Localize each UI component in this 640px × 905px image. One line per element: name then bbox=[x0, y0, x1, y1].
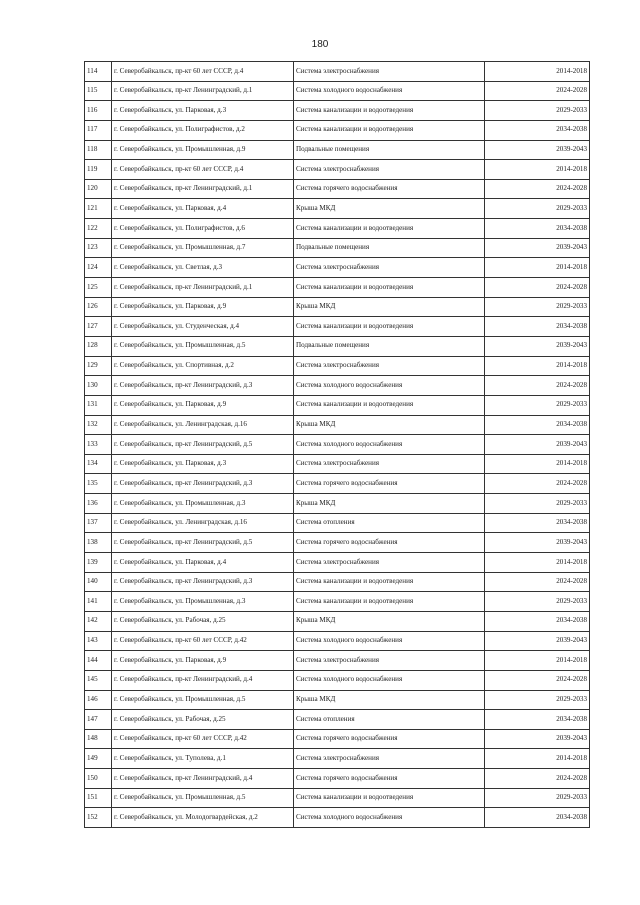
repair-period-cell: 2014-2018 bbox=[485, 651, 590, 671]
repair-period-cell: 2039-2043 bbox=[485, 631, 590, 651]
table-row bbox=[85, 297, 590, 317]
table-row bbox=[85, 651, 590, 671]
row-number-cell: 121 bbox=[85, 199, 112, 219]
row-number-cell: 137 bbox=[85, 513, 112, 533]
row-number-cell: 131 bbox=[85, 395, 112, 415]
row-number-cell: 126 bbox=[85, 297, 112, 317]
row-number-cell: 134 bbox=[85, 454, 112, 474]
address-cell: г. Северобайкальск, ул. Промышленная, д.5 bbox=[112, 788, 294, 808]
table-row bbox=[85, 710, 590, 730]
building-system-cell: Крыша МКД bbox=[294, 611, 485, 631]
building-system-cell: Крыша МКД bbox=[294, 690, 485, 710]
address-cell: г. Северобайкальск, пр-кт 60 лет СССР, д.42 bbox=[112, 631, 294, 651]
address-cell: г. Северобайкальск, пр-кт Ленинградский, д.1 bbox=[112, 81, 294, 101]
repair-period-cell: 2024-2028 bbox=[485, 670, 590, 690]
address-cell: г. Северобайкальск, ул. Студенческая, д.4 bbox=[112, 317, 294, 337]
table-row bbox=[85, 769, 590, 789]
repair-period-cell: 2029-2033 bbox=[485, 297, 590, 317]
row-number-cell: 128 bbox=[85, 336, 112, 356]
building-system-cell: Подвальные помещения bbox=[294, 238, 485, 258]
address-cell: г. Северобайкальск, ул. Ленинградская, д.16 bbox=[112, 513, 294, 533]
repair-period-cell: 2039-2043 bbox=[485, 729, 590, 749]
row-number-cell: 149 bbox=[85, 749, 112, 769]
address-cell: г. Северобайкальск, ул. Молодогвардейская, д.2 bbox=[112, 808, 294, 828]
address-cell: г. Северобайкальск, пр-кт Ленинградский, д.3 bbox=[112, 474, 294, 494]
address-cell: г. Северобайкальск, пр-кт Ленинградский, д.4 bbox=[112, 769, 294, 789]
table-row bbox=[85, 219, 590, 239]
row-number-cell: 151 bbox=[85, 788, 112, 808]
repair-period-cell: 2024-2028 bbox=[485, 179, 590, 199]
repair-period-cell: 2039-2043 bbox=[485, 533, 590, 553]
repair-period-cell: 2029-2033 bbox=[485, 101, 590, 121]
table-row bbox=[85, 81, 590, 101]
building-system-cell: Система горячего водоснабжения bbox=[294, 533, 485, 553]
row-number-cell: 114 bbox=[85, 62, 112, 82]
building-system-cell: Крыша МКД bbox=[294, 415, 485, 435]
building-system-cell: Система электроснабжения bbox=[294, 356, 485, 376]
row-number-cell: 115 bbox=[85, 81, 112, 101]
address-cell: г. Северобайкальск, ул. Спортивная, д.2 bbox=[112, 356, 294, 376]
repair-period-cell: 2029-2033 bbox=[485, 690, 590, 710]
building-system-cell: Система канализации и водоотведения bbox=[294, 219, 485, 239]
table-row bbox=[85, 62, 590, 82]
repair-period-cell: 2014-2018 bbox=[485, 258, 590, 278]
row-number-cell: 139 bbox=[85, 553, 112, 573]
address-cell: г. Северобайкальск, пр-кт Ленинградский, д.3 bbox=[112, 572, 294, 592]
building-system-cell: Система канализации и водоотведения bbox=[294, 572, 485, 592]
table-row bbox=[85, 572, 590, 592]
building-system-cell: Система электроснабжения bbox=[294, 454, 485, 474]
repair-period-cell: 2024-2028 bbox=[485, 572, 590, 592]
table-body bbox=[85, 62, 590, 828]
repair-period-cell: 2034-2038 bbox=[485, 513, 590, 533]
address-cell: г. Северобайкальск, пр-кт Ленинградский, д.1 bbox=[112, 179, 294, 199]
repair-period-cell: 2039-2043 bbox=[485, 140, 590, 160]
building-system-cell: Система канализации и водоотведения bbox=[294, 395, 485, 415]
address-cell: г. Северобайкальск, ул. Промышленная, д.3 bbox=[112, 494, 294, 514]
repair-period-cell: 2034-2038 bbox=[485, 415, 590, 435]
table-row bbox=[85, 395, 590, 415]
building-system-cell: Система канализации и водоотведения bbox=[294, 278, 485, 298]
row-number-cell: 150 bbox=[85, 769, 112, 789]
table-row bbox=[85, 199, 590, 219]
address-cell: г. Северобайкальск, ул. Парковая, д.3 bbox=[112, 454, 294, 474]
address-cell: г. Северобайкальск, ул. Парковая, д.4 bbox=[112, 553, 294, 573]
building-system-cell: Система электроснабжения bbox=[294, 553, 485, 573]
row-number-cell: 133 bbox=[85, 435, 112, 455]
table-row bbox=[85, 120, 590, 140]
address-cell: г. Северобайкальск, ул. Промышленная, д.9 bbox=[112, 140, 294, 160]
row-number-cell: 120 bbox=[85, 179, 112, 199]
repair-period-cell: 2024-2028 bbox=[485, 278, 590, 298]
building-system-cell: Крыша МКД bbox=[294, 297, 485, 317]
table-row bbox=[85, 278, 590, 298]
row-number-cell: 124 bbox=[85, 258, 112, 278]
building-system-cell: Система электроснабжения bbox=[294, 160, 485, 180]
building-system-cell: Система электроснабжения bbox=[294, 651, 485, 671]
row-number-cell: 145 bbox=[85, 670, 112, 690]
table-row bbox=[85, 435, 590, 455]
address-cell: г. Северобайкальск, ул. Туполева, д.1 bbox=[112, 749, 294, 769]
table-row bbox=[85, 474, 590, 494]
table-row bbox=[85, 729, 590, 749]
address-cell: г. Северобайкальск, ул. Рабочая, д.25 bbox=[112, 611, 294, 631]
repair-period-cell: 2024-2028 bbox=[485, 769, 590, 789]
table-row bbox=[85, 336, 590, 356]
table-row bbox=[85, 179, 590, 199]
table-row bbox=[85, 376, 590, 396]
table-row bbox=[85, 533, 590, 553]
building-system-cell: Система канализации и водоотведения bbox=[294, 592, 485, 612]
table-row bbox=[85, 160, 590, 180]
repair-period-cell: 2029-2033 bbox=[485, 199, 590, 219]
row-number-cell: 122 bbox=[85, 219, 112, 239]
row-number-cell: 143 bbox=[85, 631, 112, 651]
row-number-cell: 132 bbox=[85, 415, 112, 435]
building-system-cell: Подвальные помещения bbox=[294, 336, 485, 356]
table-row bbox=[85, 356, 590, 376]
repair-period-cell: 2014-2018 bbox=[485, 553, 590, 573]
table-row bbox=[85, 690, 590, 710]
address-cell: г. Северобайкальск, ул. Рабочая, д.25 bbox=[112, 710, 294, 730]
repair-period-cell: 2034-2038 bbox=[485, 219, 590, 239]
repair-period-cell: 2029-2033 bbox=[485, 494, 590, 514]
repair-period-cell: 2029-2033 bbox=[485, 592, 590, 612]
row-number-cell: 147 bbox=[85, 710, 112, 730]
address-cell: г. Северобайкальск, ул. Промышленная, д.3 bbox=[112, 592, 294, 612]
table-row bbox=[85, 454, 590, 474]
address-cell: г. Северобайкальск, ул. Парковая, д.9 bbox=[112, 651, 294, 671]
address-cell: г. Северобайкальск, пр-кт Ленинградский, д.5 bbox=[112, 435, 294, 455]
page-number: 180 bbox=[311, 39, 329, 50]
table-row bbox=[85, 808, 590, 828]
building-system-cell: Система отопления bbox=[294, 513, 485, 533]
address-cell: г. Северобайкальск, ул. Парковая, д.4 bbox=[112, 199, 294, 219]
row-number-cell: 144 bbox=[85, 651, 112, 671]
table-row bbox=[85, 631, 590, 651]
repair-period-cell: 2034-2038 bbox=[485, 808, 590, 828]
table-row bbox=[85, 415, 590, 435]
building-system-cell: Система холодного водоснабжения bbox=[294, 631, 485, 651]
repair-period-cell: 2039-2043 bbox=[485, 238, 590, 258]
building-system-cell: Система холодного водоснабжения bbox=[294, 376, 485, 396]
building-system-cell: Система электроснабжения bbox=[294, 258, 485, 278]
repair-period-cell: 2034-2038 bbox=[485, 710, 590, 730]
repair-period-cell: 2029-2033 bbox=[485, 395, 590, 415]
table-row bbox=[85, 788, 590, 808]
address-cell: г. Северобайкальск, пр-кт 60 лет СССР, д.4 bbox=[112, 62, 294, 82]
address-cell: г. Северобайкальск, пр-кт Ленинградский, д.5 bbox=[112, 533, 294, 553]
row-number-cell: 123 bbox=[85, 238, 112, 258]
table-row bbox=[85, 238, 590, 258]
building-system-cell: Система электроснабжения bbox=[294, 749, 485, 769]
row-number-cell: 140 bbox=[85, 572, 112, 592]
row-number-cell: 142 bbox=[85, 611, 112, 631]
repair-period-cell: 2014-2018 bbox=[485, 62, 590, 82]
repair-period-cell: 2014-2018 bbox=[485, 160, 590, 180]
row-number-cell: 130 bbox=[85, 376, 112, 396]
row-number-cell: 148 bbox=[85, 729, 112, 749]
building-system-cell: Система горячего водоснабжения bbox=[294, 729, 485, 749]
building-system-cell: Крыша МКД bbox=[294, 494, 485, 514]
building-system-cell: Система горячего водоснабжения bbox=[294, 179, 485, 199]
table-row bbox=[85, 553, 590, 573]
building-system-cell: Система холодного водоснабжения bbox=[294, 81, 485, 101]
table-row bbox=[85, 592, 590, 612]
building-system-cell: Система холодного водоснабжения bbox=[294, 670, 485, 690]
address-cell: г. Северобайкальск, ул. Промышленная, д.5 bbox=[112, 690, 294, 710]
repair-period-cell: 2034-2038 bbox=[485, 611, 590, 631]
building-system-cell: Подвальные помещения bbox=[294, 140, 485, 160]
table-row bbox=[85, 317, 590, 337]
repair-period-cell: 2039-2043 bbox=[485, 336, 590, 356]
table-row bbox=[85, 749, 590, 769]
building-system-cell: Система горячего водоснабжения bbox=[294, 769, 485, 789]
repair-period-cell: 2034-2038 bbox=[485, 317, 590, 337]
repair-period-cell: 2014-2018 bbox=[485, 454, 590, 474]
table-row bbox=[85, 670, 590, 690]
building-system-cell: Система электроснабжения bbox=[294, 62, 485, 82]
address-cell: г. Северобайкальск, ул. Светлая, д.3 bbox=[112, 258, 294, 278]
table-row bbox=[85, 140, 590, 160]
building-system-cell: Система канализации и водоотведения bbox=[294, 101, 485, 121]
repair-period-cell: 2034-2038 bbox=[485, 120, 590, 140]
repair-period-cell: 2014-2018 bbox=[485, 749, 590, 769]
table-row bbox=[85, 494, 590, 514]
building-system-cell: Крыша МКД bbox=[294, 199, 485, 219]
row-number-cell: 129 bbox=[85, 356, 112, 376]
address-cell: г. Северобайкальск, ул. Полиграфистов, д.2 bbox=[112, 120, 294, 140]
address-cell: г. Северобайкальск, ул. Парковая, д.9 bbox=[112, 395, 294, 415]
address-cell: г. Северобайкальск, пр-кт Ленинградский, д.3 bbox=[112, 376, 294, 396]
address-cell: г. Северобайкальск, пр-кт Ленинградский, д.4 bbox=[112, 670, 294, 690]
repair-period-cell: 2014-2018 bbox=[485, 356, 590, 376]
row-number-cell: 125 bbox=[85, 278, 112, 298]
row-number-cell: 127 bbox=[85, 317, 112, 337]
building-system-cell: Система канализации и водоотведения bbox=[294, 788, 485, 808]
table-row bbox=[85, 258, 590, 278]
repair-period-cell: 2029-2033 bbox=[485, 788, 590, 808]
address-cell: г. Северобайкальск, ул. Парковая, д.9 bbox=[112, 297, 294, 317]
building-system-cell: Система канализации и водоотведения bbox=[294, 317, 485, 337]
row-number-cell: 135 bbox=[85, 474, 112, 494]
row-number-cell: 116 bbox=[85, 101, 112, 121]
row-number-cell: 141 bbox=[85, 592, 112, 612]
repair-period-cell: 2024-2028 bbox=[485, 474, 590, 494]
building-system-cell: Система холодного водоснабжения bbox=[294, 808, 485, 828]
address-cell: г. Северобайкальск, пр-кт 60 лет СССР, д.42 bbox=[112, 729, 294, 749]
repair-period-cell: 2024-2028 bbox=[485, 376, 590, 396]
row-number-cell: 117 bbox=[85, 120, 112, 140]
repair-schedule-table bbox=[84, 61, 590, 828]
building-system-cell: Система отопления bbox=[294, 710, 485, 730]
address-cell: г. Северобайкальск, ул. Промышленная, д.5 bbox=[112, 336, 294, 356]
address-cell: г. Северобайкальск, ул. Полиграфистов, д.6 bbox=[112, 219, 294, 239]
address-cell: г. Северобайкальск, пр-кт 60 лет СССР, д.4 bbox=[112, 160, 294, 180]
table-row bbox=[85, 611, 590, 631]
address-cell: г. Северобайкальск, ул. Ленинградская, д.16 bbox=[112, 415, 294, 435]
table-row bbox=[85, 513, 590, 533]
row-number-cell: 119 bbox=[85, 160, 112, 180]
repair-period-cell: 2024-2028 bbox=[485, 81, 590, 101]
building-system-cell: Система канализации и водоотведения bbox=[294, 120, 485, 140]
row-number-cell: 152 bbox=[85, 808, 112, 828]
table-row bbox=[85, 101, 590, 121]
building-system-cell: Система холодного водоснабжения bbox=[294, 435, 485, 455]
row-number-cell: 118 bbox=[85, 140, 112, 160]
repair-period-cell: 2039-2043 bbox=[485, 435, 590, 455]
address-cell: г. Северобайкальск, ул. Промышленная, д.7 bbox=[112, 238, 294, 258]
row-number-cell: 138 bbox=[85, 533, 112, 553]
building-system-cell: Система горячего водоснабжения bbox=[294, 474, 485, 494]
row-number-cell: 136 bbox=[85, 494, 112, 514]
row-number-cell: 146 bbox=[85, 690, 112, 710]
address-cell: г. Северобайкальск, ул. Парковая, д.3 bbox=[112, 101, 294, 121]
address-cell: г. Северобайкальск, пр-кт Ленинградский, д.1 bbox=[112, 278, 294, 298]
